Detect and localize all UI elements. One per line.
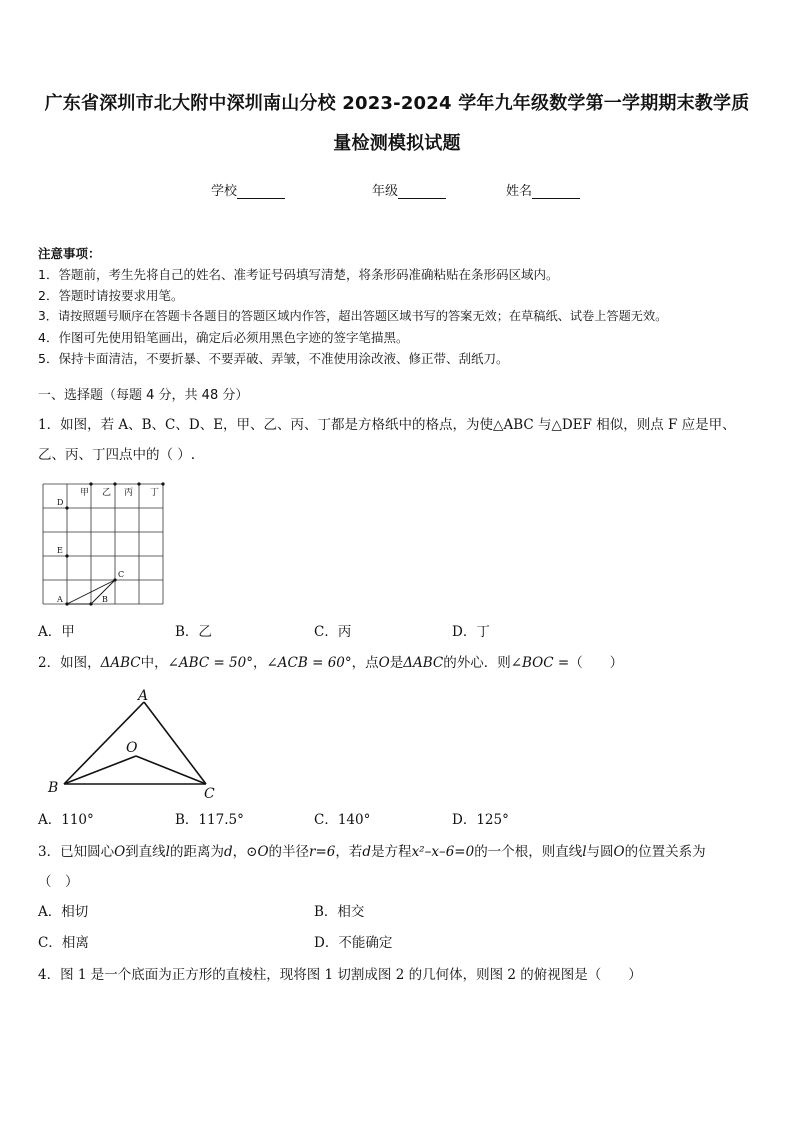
label-bing: 丙 [124, 488, 134, 498]
q1-option-b[interactable]: B．乙 [175, 624, 212, 640]
label-yi: 乙 [102, 488, 112, 498]
q1-option-d[interactable]: D．丁 [452, 624, 490, 640]
label-c: C [118, 570, 125, 579]
q3-var-d: d [362, 844, 372, 860]
q3-option-c[interactable]: C．相离 [38, 935, 89, 951]
q2-option-d[interactable]: D．125° [452, 812, 509, 828]
title-line-2: 量检测模拟试题 [333, 133, 461, 154]
label-a: A [57, 595, 63, 604]
q3-var-o: O [114, 844, 126, 860]
label-o: O [126, 740, 138, 756]
grade-label: 年级 [372, 184, 399, 199]
label-jia: 甲 [80, 488, 90, 498]
q2-angle-acb: ∠ACB = 60° [266, 655, 352, 671]
grade-field[interactable] [372, 180, 446, 199]
label-a: A [138, 688, 149, 704]
notes-item: 2．答题时请按要求用笔。 [38, 288, 184, 303]
label-b: B [102, 595, 108, 604]
q3-radius: r=6 [309, 844, 336, 860]
label-b: B [48, 780, 59, 796]
q2-text: 中， [140, 655, 168, 671]
q3-var-l: l [165, 844, 170, 860]
q3-option-b[interactable]: B．相交 [314, 904, 365, 920]
q1-grid-figure [40, 480, 170, 608]
label-c: C [204, 786, 215, 802]
section-heading: 一、选择题（每题 4 分，共 48 分） [38, 388, 249, 403]
q2-angle-boc: ∠BOC = [510, 655, 570, 671]
question-4-text: 4．图 1 是一个底面为正方形的直棱柱，现将图 1 切割成图 2 的几何体，则图 2 的俯视图是（ ） [38, 967, 642, 983]
q2-point-o: O [378, 655, 390, 671]
notes-item: 1．答题前，考生先将自己的姓名、准考证号码填写清楚，将条形码准确粘贴在条形码区域内。 [38, 267, 559, 282]
q1-option-c[interactable]: C．丙 [314, 624, 352, 640]
label-e: E [57, 546, 63, 555]
q3-text: 的半径 [268, 844, 310, 860]
name-blank[interactable] [532, 185, 580, 199]
q2-text: ，点 [351, 655, 379, 671]
label-d: D [57, 498, 64, 507]
notes-heading: 注意事项： [38, 246, 101, 261]
question-3-text [38, 837, 760, 897]
notes-block [38, 243, 667, 369]
q2-option-c[interactable]: C．140° [314, 812, 371, 828]
q1-option-a[interactable]: A．甲 [38, 624, 75, 640]
q3-var-d: d [224, 844, 233, 860]
q2-angle-abc: ∠ABC = 50° [167, 655, 253, 671]
q2-triangle: ΔABC [403, 655, 444, 671]
q3-text: ，若 [335, 844, 363, 860]
q2-triangle-figure [44, 686, 224, 804]
q3-var-l: l [582, 844, 587, 860]
q2-triangle: ΔABC [100, 655, 141, 671]
q3-text: 的位置关系为 [624, 844, 706, 860]
question-2-text [38, 648, 760, 678]
name-label: 姓名 [506, 184, 533, 199]
q2-text: 的外心．则 [443, 655, 511, 671]
q3-equation: x²–x–6=0 [411, 844, 475, 860]
school-blank[interactable] [237, 185, 285, 199]
q3-text: 的一个根，则直线 [474, 844, 583, 860]
school-field[interactable] [211, 180, 285, 199]
question-1-text: 1．如图，若 A、B、C、D、E，甲、乙、丙、丁都是方格纸中的格点，为使△ABC 与△DEF 相似，则点 F 应是甲、乙、丙、丁四点中的（ ）. [38, 417, 736, 463]
q3-text: 到直线 [125, 844, 166, 860]
q3-answer-paren: （ ） [38, 874, 79, 890]
q3-text: 的距离为 [170, 844, 224, 860]
q2-answer-paren: （ ） [569, 655, 624, 671]
title-line-1: 广东省深圳市北大附中深圳南山分校 2023-2024 学年九年级数学第一学期期末教学质 [44, 93, 750, 114]
q3-var-o: O [257, 844, 269, 860]
q3-text: 与圆 [586, 844, 614, 860]
notes-item: 5．保持卡面清洁，不要折暴、不要弄破、弄皱，不准使用涂改液、修正带、刮纸刀。 [38, 351, 509, 366]
q3-text: ，⊙ [232, 844, 258, 860]
school-label: 学校 [211, 184, 238, 199]
q3-text: 3．已知圆心 [38, 844, 115, 860]
q2-text: 是 [389, 655, 404, 671]
q3-option-a[interactable]: A．相切 [38, 904, 89, 920]
q3-var-o: O [613, 844, 625, 860]
grade-blank[interactable] [398, 185, 446, 199]
q2-option-a[interactable]: A．110° [38, 812, 94, 828]
notes-item: 4．作图可先使用铅笔画出，确定后必须用黑色字迹的签字笔描黑。 [38, 330, 409, 345]
exam-title [40, 84, 754, 164]
q2-text: ， [252, 655, 267, 671]
q3-option-d[interactable]: D．不能确定 [314, 935, 393, 951]
label-ding: 丁 [150, 488, 160, 498]
q3-text: 是方程 [371, 844, 412, 860]
q2-option-b[interactable]: B．117.5° [175, 812, 244, 828]
notes-item: 3．请按照题号顺序在答题卡各题目的答题区域内作答，超出答题区域书写的答案无效；在草稿纸、试卷上答题无效。 [38, 309, 668, 323]
name-field[interactable] [506, 180, 580, 199]
q2-prefix: 2．如图， [38, 655, 101, 671]
